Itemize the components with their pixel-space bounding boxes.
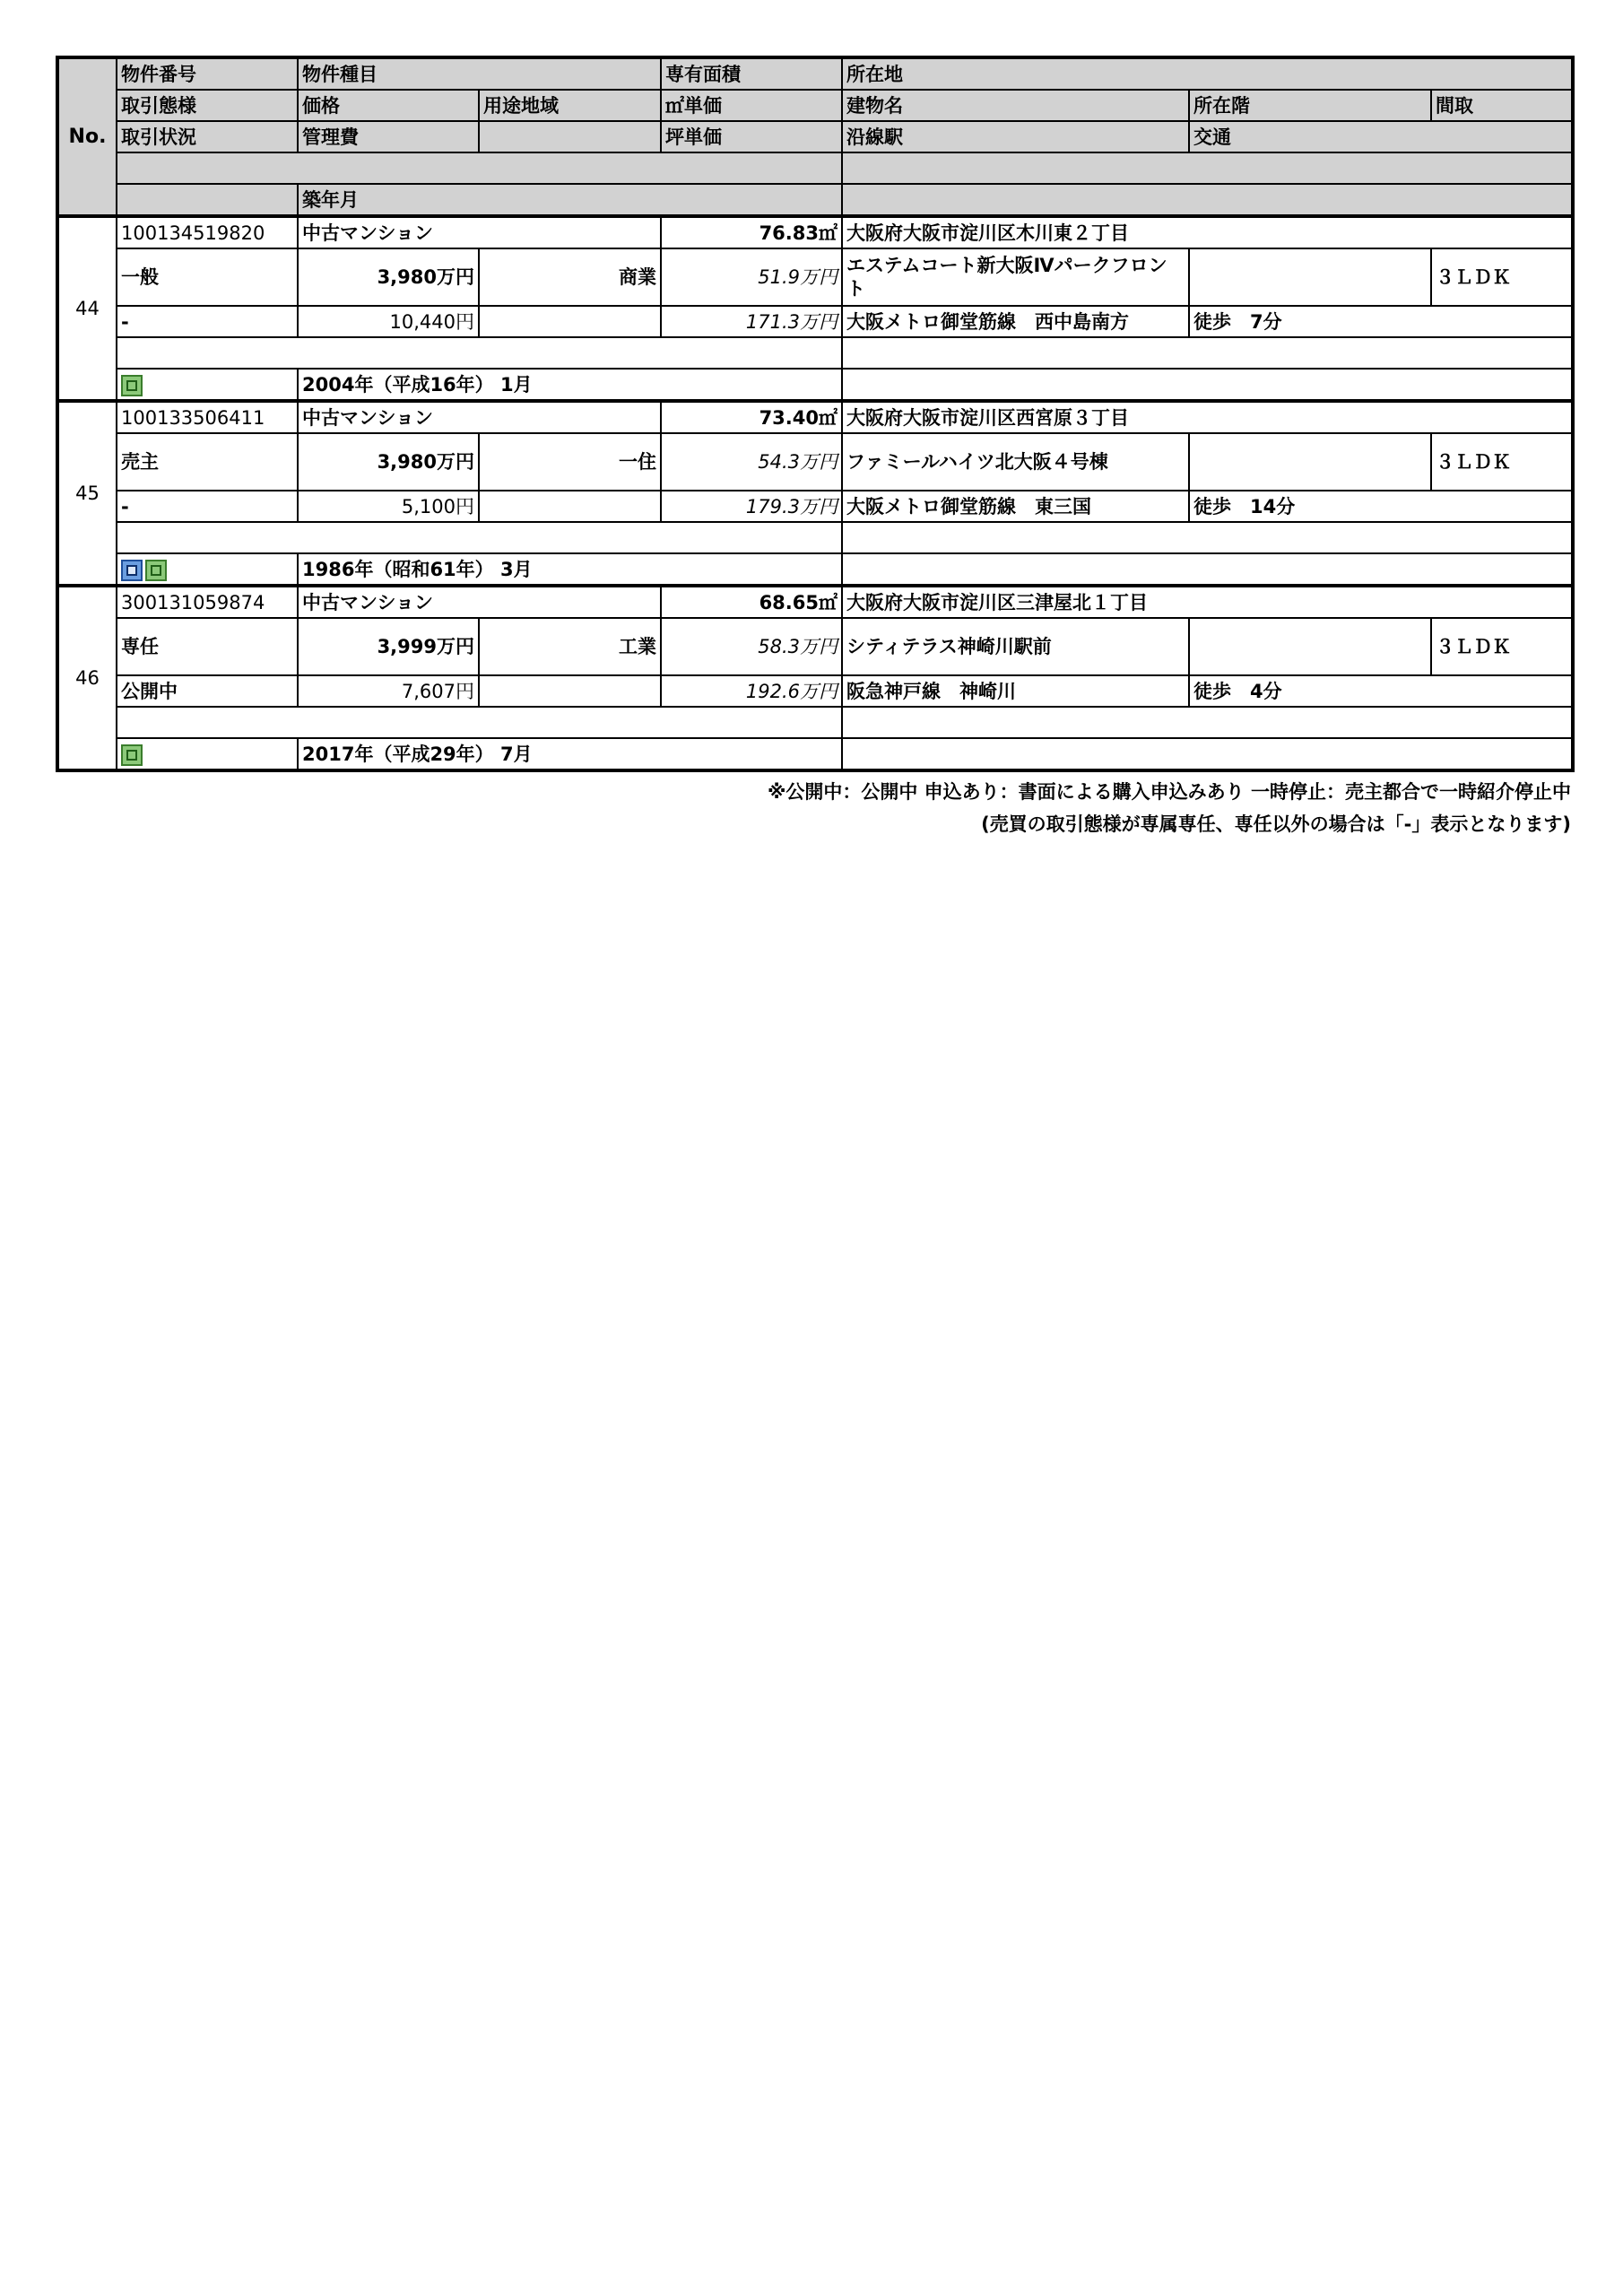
listing-fee: 5,100円 — [298, 491, 479, 522]
header-blank — [479, 121, 661, 152]
listing-empty-left — [117, 707, 842, 738]
listing-station: 大阪メトロ御堂筋線 西中島南方 — [842, 306, 1189, 337]
listing-sheet — [56, 56, 1571, 772]
floorplan-icon[interactable] — [145, 560, 167, 581]
listing-no: 44 — [57, 216, 117, 401]
listing-building: エステムコート新大阪Ⅳパークフロント — [842, 248, 1189, 306]
listing-type: 中古マンション — [298, 401, 661, 433]
listing-empty-right — [842, 337, 1573, 369]
listing-built: 2017年（平成29年） 7月 — [298, 738, 842, 770]
listing-floor — [1189, 248, 1431, 306]
listing-layout: ３ＬＤＫ — [1431, 618, 1573, 675]
listing-icons — [117, 738, 298, 770]
listing-address: 大阪府大阪市淀川区三津屋北１丁目 — [842, 586, 1573, 618]
listing-id: 100134519820 — [117, 216, 298, 248]
listing-row-5 — [57, 369, 1573, 401]
listing-no: 46 — [57, 586, 117, 770]
listing-tsubo-price: 192.6万円 — [661, 675, 842, 707]
listing-table — [56, 56, 1575, 772]
header-zone: 用途地域 — [479, 90, 661, 121]
header-row-5 — [57, 184, 1573, 216]
listing-access: 徒歩 4分 — [1189, 675, 1573, 707]
listing-no: 45 — [57, 401, 117, 586]
listing-status: 公開中 — [117, 675, 298, 707]
listing-access: 徒歩 14分 — [1189, 491, 1573, 522]
listing-price: 3,999万円 — [298, 618, 479, 675]
listing-price: 3,980万円 — [298, 248, 479, 306]
listing-area: 73.40㎡ — [661, 401, 842, 433]
header-tsubo-price: 坪単価 — [661, 121, 842, 152]
listing-row-4 — [57, 522, 1573, 553]
header-row-3 — [57, 121, 1573, 152]
listing-access: 徒歩 7分 — [1189, 306, 1573, 337]
header-empty-right — [842, 152, 1573, 184]
header-row-4 — [57, 152, 1573, 184]
listing-built: 2004年（平成16年） 1月 — [298, 369, 842, 401]
listing-station: 阪急神戸線 神崎川 — [842, 675, 1189, 707]
header-price: 価格 — [298, 90, 479, 121]
listing-status: - — [117, 491, 298, 522]
listing-row-4 — [57, 337, 1573, 369]
floorplan-icon[interactable] — [121, 744, 143, 766]
header-property-type: 物件種目 — [298, 57, 661, 90]
listing-floor — [1189, 433, 1431, 491]
listing-row-4 — [57, 707, 1573, 738]
listing-row-3 — [57, 491, 1573, 522]
listing-tsubo-price: 179.3万円 — [661, 491, 842, 522]
listing-zone: 一住 — [479, 433, 661, 491]
listing-address: 大阪府大阪市淀川区西宮原３丁目 — [842, 401, 1573, 433]
header-area: 専有面積 — [661, 57, 842, 90]
listing-row-1 — [57, 401, 1573, 433]
header-row-2 — [57, 90, 1573, 121]
header-status: 取引状況 — [117, 121, 298, 152]
header-empty-right-2 — [842, 184, 1573, 216]
listing-blank — [479, 675, 661, 707]
header-layout: 間取 — [1431, 90, 1573, 121]
listing-fee: 7,607円 — [298, 675, 479, 707]
footnote-status-legend: ※公開中：公開中 申込あり：書面による購入申込みあり 一時停止：売主都合で一時紹介停止中 — [767, 781, 1571, 803]
listing-id: 300131059874 — [117, 586, 298, 618]
listing-layout: ３ＬＤＫ — [1431, 433, 1573, 491]
listing-empty-right — [842, 707, 1573, 738]
listing-layout: ３ＬＤＫ — [1431, 248, 1573, 306]
listing-sqm-price: 51.9万円 — [661, 248, 842, 306]
footnote-deal-note: (売買の取引態様が専属専任、専任以外の場合は「-」表示となります) — [981, 813, 1571, 835]
header-building: 建物名 — [842, 90, 1189, 121]
listing-deal: 専任 — [117, 618, 298, 675]
listing-zone: 商業 — [479, 248, 661, 306]
listing-floor — [1189, 618, 1431, 675]
listing-type: 中古マンション — [298, 216, 661, 248]
header-empty-left — [117, 152, 842, 184]
listing-empty-right-2 — [842, 369, 1573, 401]
listing-zone: 工業 — [479, 618, 661, 675]
listing-empty-left — [117, 522, 842, 553]
listing-building: シティテラス神崎川駅前 — [842, 618, 1189, 675]
listing-address: 大阪府大阪市淀川区木川東２丁目 — [842, 216, 1573, 248]
listing-row-5 — [57, 738, 1573, 770]
header-no: No. — [57, 57, 117, 216]
listing-id: 100133506411 — [117, 401, 298, 433]
listing-deal: 売主 — [117, 433, 298, 491]
header-access: 交通 — [1189, 121, 1573, 152]
listing-icons — [117, 369, 298, 401]
listing-area: 68.65㎡ — [661, 586, 842, 618]
listing-row-2 — [57, 433, 1573, 491]
listing-deal: 一般 — [117, 248, 298, 306]
listing-empty-right-2 — [842, 553, 1573, 586]
listing-empty-left — [117, 337, 842, 369]
listing-row-1 — [57, 586, 1573, 618]
photo-icon[interactable] — [121, 560, 143, 581]
listing-row-1 — [57, 216, 1573, 248]
floorplan-icon[interactable] — [121, 375, 143, 396]
header-property-id: 物件番号 — [117, 57, 298, 90]
listing-area: 76.83㎡ — [661, 216, 842, 248]
header-row-1 — [57, 57, 1573, 90]
listing-row-2 — [57, 618, 1573, 675]
listing-type: 中古マンション — [298, 586, 661, 618]
header-station: 沿線駅 — [842, 121, 1189, 152]
listing-empty-right — [842, 522, 1573, 553]
listing-fee: 10,440円 — [298, 306, 479, 337]
header-icons — [117, 184, 298, 216]
listing-status: - — [117, 306, 298, 337]
footnotes — [768, 776, 1571, 840]
listing-blank — [479, 491, 661, 522]
listing-sqm-price: 58.3万円 — [661, 618, 842, 675]
listing-sqm-price: 54.3万円 — [661, 433, 842, 491]
listing-empty-right-2 — [842, 738, 1573, 770]
header-built: 築年月 — [298, 184, 842, 216]
listing-price: 3,980万円 — [298, 433, 479, 491]
header-sqm-price: ㎡単価 — [661, 90, 842, 121]
header-deal: 取引態様 — [117, 90, 298, 121]
listing-row-3 — [57, 306, 1573, 337]
header-fee: 管理費 — [298, 121, 479, 152]
listing-blank — [479, 306, 661, 337]
listing-building: ファミールハイツ北大阪４号棟 — [842, 433, 1189, 491]
listing-row-3 — [57, 675, 1573, 707]
listing-row-2 — [57, 248, 1573, 306]
listing-tsubo-price: 171.3万円 — [661, 306, 842, 337]
listing-station: 大阪メトロ御堂筋線 東三国 — [842, 491, 1189, 522]
header-floor: 所在階 — [1189, 90, 1431, 121]
header-address: 所在地 — [842, 57, 1573, 90]
listing-row-5 — [57, 553, 1573, 586]
listing-built: 1986年（昭和61年） 3月 — [298, 553, 842, 586]
listing-icons — [117, 553, 298, 586]
